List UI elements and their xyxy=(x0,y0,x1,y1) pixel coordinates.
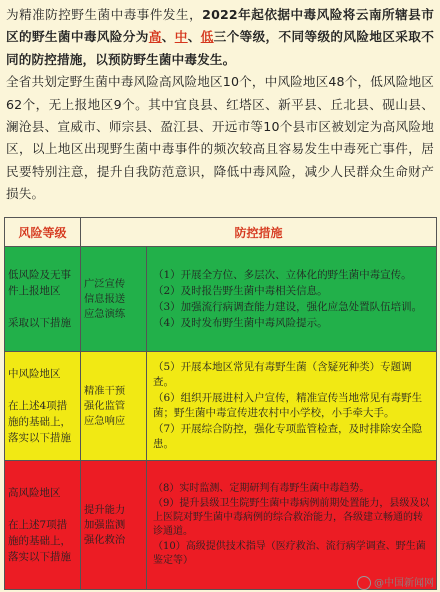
level-line: 在上述4项措 xyxy=(8,400,68,412)
header-risk-level: 风险等级 xyxy=(5,218,81,247)
table-row xyxy=(5,461,437,590)
measure-summary-cell xyxy=(81,461,147,590)
action-item: （6）组织开展进村入户宣传，精准宣传当地常见有毒野生菌；野生菌中毒宣传进农村中小学校，小手牵大手。 xyxy=(153,392,423,419)
risk-level-cell xyxy=(5,247,81,352)
sep-1: 、 xyxy=(161,29,175,45)
action-item: （3）加强流行病调查能力建设，强化应急处置队伍培训。 xyxy=(153,300,423,313)
weibo-logo-icon xyxy=(357,576,371,590)
level-high: 高 xyxy=(148,29,162,45)
intro-text xyxy=(6,4,434,206)
watermark-text: @中国新闻网 xyxy=(374,578,434,589)
action-item: （4）及时发布野生菌中毒风险提示。 xyxy=(153,316,328,329)
action-item: （8）实时监测、定期研判有毒野生菌中毒趋势。 xyxy=(153,483,370,494)
watermark xyxy=(357,574,434,590)
table-header-row xyxy=(5,218,437,247)
action-item: （2）及时报告野生菌中毒相关信息。 xyxy=(153,284,328,297)
level-line xyxy=(8,299,77,315)
measure-summary: 精准干预 强化监管 应急响应 xyxy=(84,384,126,427)
level-line xyxy=(8,382,77,398)
level-line: 采取以下措施 xyxy=(8,317,71,329)
action-item: （5）开展本地区常见有毒野生菌（含疑死种类）专题调查。 xyxy=(153,361,412,388)
table-row xyxy=(5,247,437,352)
action-item: （1）开展全方位、多层次、立体化的野生菌中毒宣传。 xyxy=(153,268,412,281)
risk-level-cell xyxy=(5,461,81,590)
intro-paragraph-1 xyxy=(6,4,434,71)
level-line: 施的基础上， xyxy=(8,416,71,428)
header-measures: 防控措施 xyxy=(81,218,437,247)
level-line: 中风险地区 xyxy=(8,368,61,380)
measure-summary: 提升能力 加强监测 强化救治 xyxy=(84,503,126,546)
measure-summary-cell xyxy=(81,247,147,352)
intro-p1-a: 为精准防控野生菌中毒事件发生， xyxy=(6,7,203,22)
measure-summary-cell xyxy=(81,352,147,461)
level-line: 低风险及无事 xyxy=(8,269,71,281)
risk-table xyxy=(4,217,437,590)
level-line: 落实以下措施 xyxy=(8,551,71,563)
level-line: 在上述7项措 xyxy=(8,519,68,531)
action-item: （10）高级提供技术指导（医疗救治、流行病学调查、野生菌鉴定等） xyxy=(153,541,426,566)
intro-paragraph-2: 全省共划定野生菌中毒风险高风险地区10个，中风险地区48个，低风险地区62个，无上报地区9个。其中宜良县、红塔区、新平县、丘北县、砚山县、澜沧县、宣威市、师宗县、盈江县、开远市等10个县市区被划定为高风险地区，以上地区出现野生菌中毒事件的频次较高且容易发生中毒死亡事件，居民要特别注意，提升自我防范意识，降低中毒风险，减少人民群众生命财产损失。 xyxy=(6,74,434,202)
intro-p1-b: 2022年起依据中毒风险将云南所辖县市区的野生菌中毒风险分为 xyxy=(6,7,434,45)
measure-summary: 广泛宣传 信息报送 应急演练 xyxy=(84,277,126,320)
level-low: 低 xyxy=(200,29,214,45)
level-line: 施的基础上， xyxy=(8,535,71,547)
table-row xyxy=(5,352,437,461)
actions-cell xyxy=(147,352,437,461)
action-item: （7）开展综合防控，强化专项监管检查，及时排除安全隐患。 xyxy=(153,423,423,450)
action-item: （9）提升县级卫生院野生菌中毒病例前期处置能力，县级及以上医院对野生菌中毒病例的综合救治能力，各级建立畅通的转诊通道。 xyxy=(153,498,430,537)
intro-p1-c: 三个等级，不同等级的风险地区采取不同的防控措施，以预防野生菌中毒发生。 xyxy=(6,29,435,67)
level-line: 高风险地区 xyxy=(8,487,61,499)
level-line: 件上报地区 xyxy=(8,285,61,297)
level-line: 落实以下措施 xyxy=(8,432,71,444)
actions-cell xyxy=(147,247,437,352)
level-mid: 中 xyxy=(174,29,188,45)
sep-2: 、 xyxy=(187,29,201,45)
level-line xyxy=(8,501,77,517)
risk-level-cell xyxy=(5,352,81,461)
actions-cell xyxy=(147,461,437,590)
